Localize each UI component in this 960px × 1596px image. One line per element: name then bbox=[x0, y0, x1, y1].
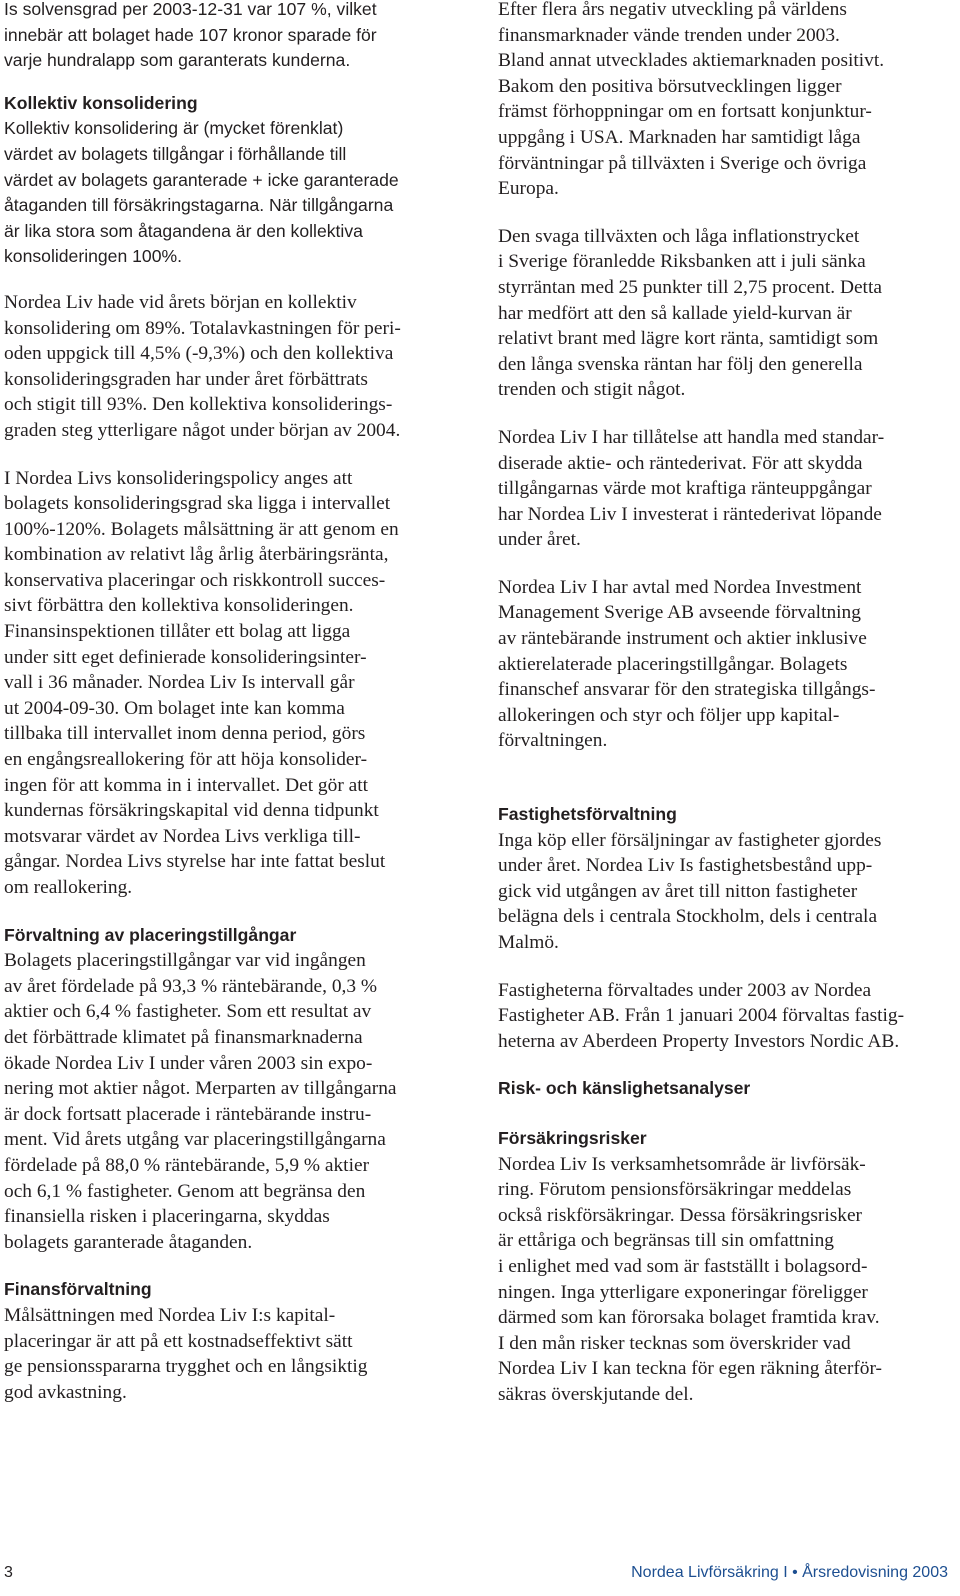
heading-forvaltning-placeringstillgangar: Förvaltning av placeringstillgångar bbox=[4, 924, 297, 945]
marknad-utveckling-paragraph: Efter flera års negativ utveckling på världens finansmarknader vände trenden under 2003. Bland annat utvecklades aktiemarknaden positivt. Bakom den positiva börsutvecklingen ligger främst förhoppningar om en fortsatt konjunktur- uppgång i USA. Marknaden har samtidigt låga förväntningar på tillväxten i Sverige och övriga Europa. bbox=[498, 0, 885, 200]
heading-fastighetsforvaltning: Fastighetsförvaltning bbox=[498, 804, 677, 825]
finansforvaltning-paragraph: Målsättningen med Nordea Liv I:s kapital- placeringar är att på ett kostnadseffektivt sätt ge pensionsspararna trygghet och en långsiktig god avkastning. bbox=[4, 1304, 368, 1403]
forsakringsrisker-paragraph: Nordea Liv Is verksamhetsområde är livförsäk- ring. Förutom pensionsförsäkringar meddelas också riskförsäkringar. Dessa försäkringsrisker är ettåriga och begränsas till sin omfattning i enlighet med vad som är fastställt i bolagsord- ningen. Inga ytterligare exponeringar föreligger därmed som kan förorsaka bolaget framtida krav. I den mån risker tecknas som överskrider vad Nordea Liv I kan teckna för egen räkning återför- säkras överskjutande del. bbox=[498, 1153, 883, 1405]
derivat-paragraph: Nordea Liv I har tillåtelse att handla med standar- diserade aktie- och räntederivat. För att skydda tillgångarnas värde mot kraftiga ränteuppgångar har Nordea Liv I investerat i räntederivat löpande under året. bbox=[498, 426, 885, 551]
avtal-paragraph: Nordea Liv I har avtal med Nordea Investment Management Sverige AB avseende förvaltning av räntebärande instrument och aktier inklusive aktierelaterade placeringstillgångar. Bolagets finanschef ansvarar för den strategiska tillgångs- allokeringen och styr och följer upp kapital- förvaltningen. bbox=[498, 576, 876, 752]
left-column bbox=[4, 0, 462, 1405]
nordea-konsolidering-paragraph: Nordea Liv hade vid årets början en kollektiv konsolidering om 89%. Totalavkastningen för peri- oden uppgick till 4,5% (-9,3%) och den kollektiva konsolideringsgraden har under året förbättrats och stigit till 93%. Den kollektiva konsoliderings- graden steg ytterligare något under början av 2004. bbox=[4, 291, 401, 441]
intro-paragraph: Is solvensgrad per 2003-12-31 var 107 %, vilket innebär att bolaget hade 107 kronor sparade för varje hundralapp som garanterats kunderna. bbox=[4, 0, 377, 71]
kollektiv-lead-paragraph: Kollektiv konsolidering är (mycket förenklat) värdet av bolagets tillgångar i förhållande till värdet av bolagets garanterade + icke garanterade åtaganden till försäkringstagarna. När tillgångarna är lika stora som åtagandena är den kollektiva konsolideringen 100%. bbox=[4, 118, 399, 267]
fastighet-forvaltare-paragraph: Fastigheterna förvaltades under 2003 av Nordea Fastigheter AB. Från 1 januari 2004 förvaltas fastig- heterna av Aberdeen Property Investors Nordic AB. bbox=[498, 979, 905, 1052]
heading-kollektiv-konsolidering: Kollektiv konsolidering bbox=[4, 92, 198, 113]
heading-forsakringsrisker: Försäkringsrisker bbox=[498, 1127, 647, 1148]
heading-risk-kanslighetsanalyser: Risk- och känslighetsanalyser bbox=[498, 1078, 751, 1099]
fastighet-paragraph: Inga köp eller försäljningar av fastigheter gjordes under året. Nordea Liv Is fastighetsbestånd upp- gick vid utgången av året till nitton fastigheter belägna dels i centrala Stockholm, dels i centrala Malmö. bbox=[498, 829, 882, 953]
right-column bbox=[498, 0, 958, 1408]
footer-document-title: Nordea Livförsäkring I • Årsredovisning 2003 bbox=[631, 1564, 948, 1581]
heading-finansforvaltning: Finansförvaltning bbox=[4, 1279, 152, 1300]
page-number: 3 bbox=[4, 1564, 13, 1581]
riksbanken-paragraph: Den svaga tillväxten och låga inflationstrycket i Sverige föranledde Riksbanken att i juli sänka styrräntan med 25 punkter till 2,75 procent. Detta har medfört att den så kallade yield-kurvan är relativt brant med lägre kort ränta, samtidigt som den långa svenska räntan har följ den generella trenden och stigit något. bbox=[498, 225, 882, 401]
forvaltning-paragraph: Bolagets placeringstillgångar var vid ingången av året fördelade på 93,3 % räntebärande, 0,3 % aktier och 6,4 % fastigheter. Som ett resultat av det förbättrade klimatet på finansmarknaderna ökade Nordea Liv I under våren 2003 sin expo- nering mot aktier något. Merparten av tillgångarna är dock fortsatt placerade i räntebärande instru- ment. Vid årets utgång var placeringstillgångarna fördelade på 88,0 % räntebärande, 5,9 % aktier och 6,1 % fastigheter. Genom att begränsa den finansiella risken i placeringarna, skyddas bolagets garanterade åtaganden. bbox=[4, 950, 397, 1253]
konsolideringspolicy-paragraph: I Nordea Livs konsolideringspolicy anges att bolagets konsolideringsgrad ska ligga i intervallet 100%-120%. Bolagets målsättning är att genom en kombination av relativt låg årlig återbäringsränta, konservativa placeringar och riskkontroll succes- sivt förbättra den kollektiva konsolideringen. Finansinspektionen tillåter ett bolag att ligga under sitt eget definierade konsolideringsinter- vall i 36 månader. Nordea Liv Is intervall går ut 2004-09-30. Om bolaget inte kan komma tillbaka till intervallet inom denna period, görs en engångsreallokering för att höja konsolider- ingen för att komma in i intervallet. Det gör att kundernas försäkringskapital vid denna tidpunkt motsvarar värdet av Nordea Livs verkliga till- gångar. Nordea Livs styrelse har inte fattat beslut om reallokering. bbox=[4, 467, 399, 898]
